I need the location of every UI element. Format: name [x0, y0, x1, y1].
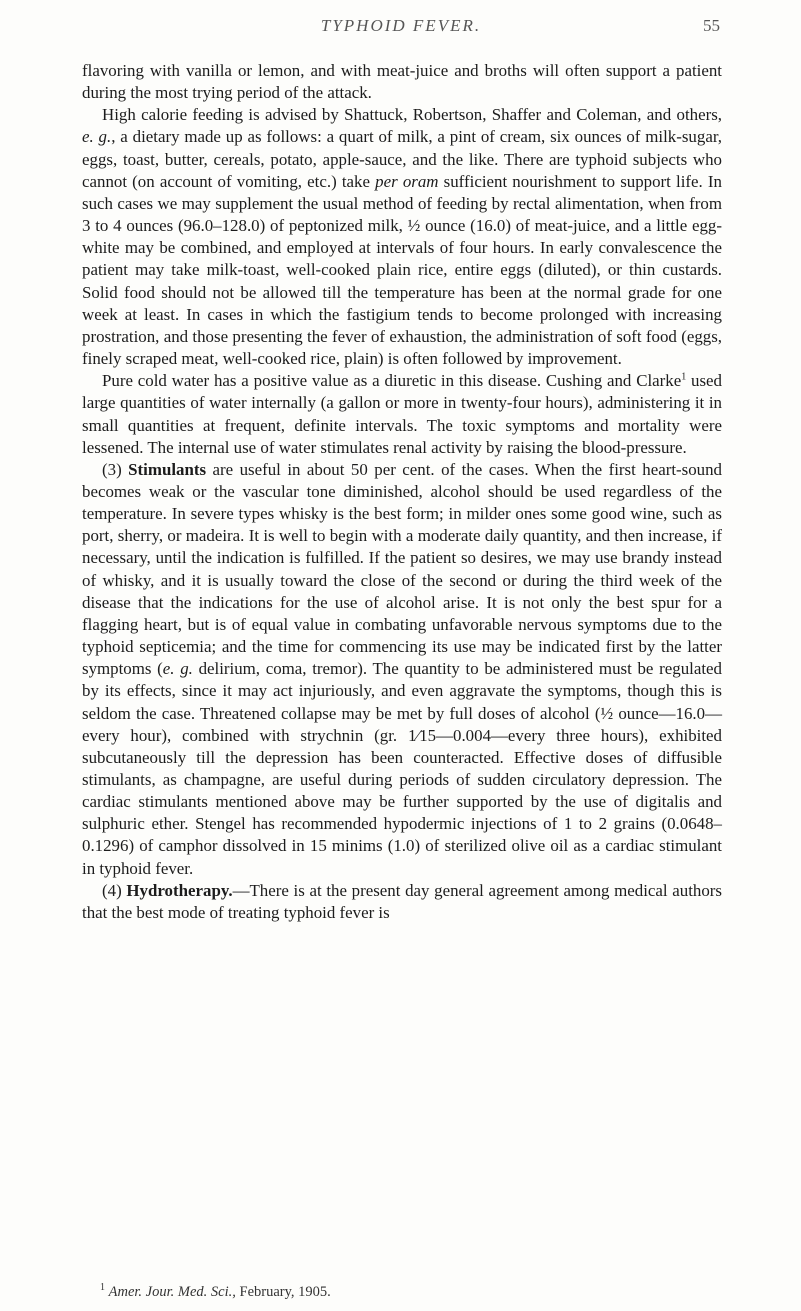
italic-text: e. g.	[82, 127, 112, 147]
italic-text: e. g.	[162, 659, 193, 679]
paragraph	[82, 880, 722, 924]
paragraph	[82, 104, 722, 370]
text-run: sufficient nourishment to support life. In such cases we may supplement the usual method of feeding by rectal alimentation, when from 3 to 4 ounces (96.0–128.0) of peptonized milk, ½ ounce (16.0) of meat-juice, and a little egg-white may be combined, and employed at intervals of four hours. In early convalescence the patient may take milk-toast, well-cooked plain rice, entire eggs (diluted), or thin custards. Solid food should not be allowed till the temperature has been at the normal grade for one week at least. In cases in which the fastigium tends to become prolonged with increasing prostration, and those presenting the fever of exhaustion, the administration of soft food (eggs, finely scraped meat, well-cooked rice, plain) is often followed by improvement.	[82, 171, 723, 369]
text-run: are useful in about 50 per cent. of the cases. When the first heart-sound becomes weak or the vascular tone diminished, alcohol should be used regardless of the temperature. In severe types whisky is the best form; in milder ones some good wine, such as port, sherry, or madeira. It is well to begin with a moderate daily quantity, and then increase, if necessary, until the indication is fulfilled. If the patient so desires, we may use brandy instead of whisky, and it is usually toward the close of the second or during the third week of the disease that the indications for the use of alcohol arise. It is not only the best spur for a flagging heart, but is of equal value in combating unfavorable nervous symptoms due to the typhoid septicemia; and the time for commencing its use may be indicated first by the latter symptoms (	[82, 459, 722, 679]
footnote-date: February, 1905.	[235, 1284, 331, 1300]
running-title: TYPHOID FEVER.	[320, 16, 482, 35]
text-run: , a dietary made up as follows: a quart of milk, a pint of cream, six ounces of milk-sugar, eggs, toast, butter, cereals, potato, apple-sauce, and the like. There are typhoid subjects who cannot (on account of vomiting, etc.) take	[82, 127, 722, 191]
footnote-journal: Amer. Jour. Med. Sci.,	[108, 1284, 236, 1300]
paragraph	[82, 60, 722, 104]
text-run: —There is at the present day general agreement among medical authors that the best mode of treating typhoid fever is	[82, 880, 722, 922]
text-run: (4)	[102, 880, 127, 900]
page-number: 55	[703, 16, 720, 35]
footnote-ref: 1	[681, 371, 687, 383]
italic-text: per oram	[375, 171, 439, 191]
text-run: flavoring with vanilla or lemon, and with meat-juice and broths will often support a patient during the most trying period of the attack.	[82, 61, 722, 103]
footnote	[100, 1283, 720, 1301]
text-run: Pure cold water has a positive value as a diuretic in this disease. Cushing and Clarke	[102, 371, 682, 391]
body-text	[82, 60, 722, 924]
running-head	[82, 16, 720, 42]
paragraph	[82, 459, 722, 880]
footnote-marker: 1	[100, 1282, 105, 1294]
text-run: (3)	[102, 459, 129, 479]
text-run: used large quantities of water internally (a gallon or more in twenty-four hours), administering it in small quantities at frequent, definite intervals. The toxic symptoms and mortality were lessened. The internal use of water stimulates renal activity by raising the blood-pressure.	[82, 371, 722, 457]
paragraph	[82, 370, 722, 459]
text-run: delirium, coma, tremor). The quantity to be administered must be regulated by its effects, since it may act injuriously, and even aggravate the symptoms, though this is seldom the case. Threatened collapse may be met by full doses of alcohol (½ ounce—16.0—every hour), combined with strychnin (gr. 1⁄15—0.004—every three hours), exhibited subcutaneously till the depression has been counteracted. Effective doses of diffusible stimulants, as champagne, are useful during periods of sudden circulatory depression. The cardiac stimulants mentioned above may be further supported by the use of digitalis and sulphuric ether. Stengel has recommended hypodermic injections of 1 to 2 grains (0.0648–0.1296) of camphor dissolved in 15 minims (1.0) of sterilized olive oil as a cardiac stimulant in typhoid fever.	[82, 659, 722, 878]
section-lead: Hydrotherapy.	[126, 880, 233, 900]
text-run: High calorie feeding is advised by Shattuck, Robertson, Shaffer and Coleman, and others,	[102, 105, 722, 125]
section-lead: Stimulants	[128, 459, 207, 479]
